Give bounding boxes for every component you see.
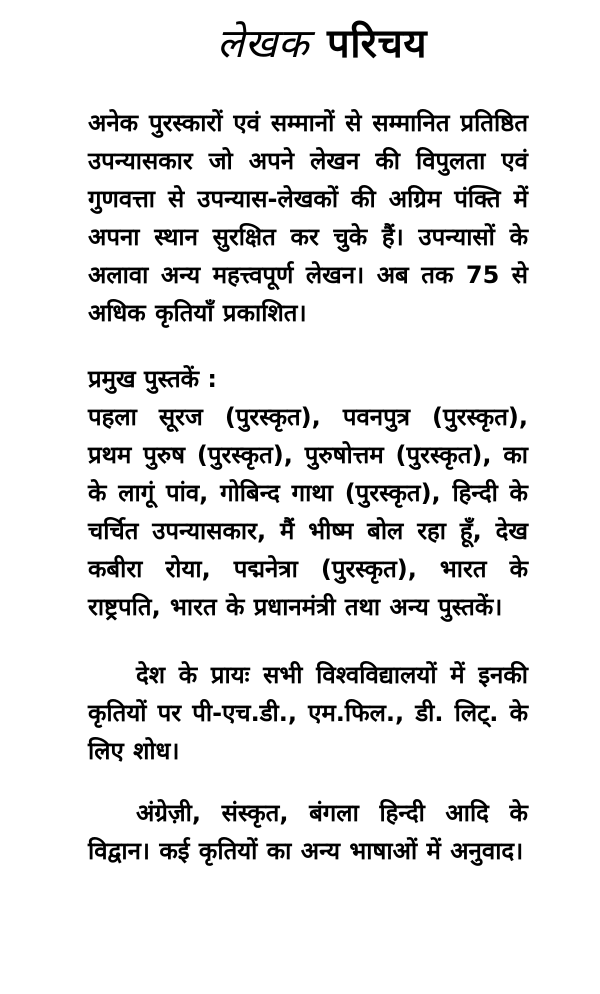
page-title-word-introduction: परिचय [327,21,428,67]
intro-paragraph: अनेक पुरस्कारों एवं सम्मानों से सम्मानित प्रतिष्ठित उपन्यासकार जो अपने लेखन की विपुलता एवं गुणवत्ता से उपन्यास-लेखकों की अग्रिम पंक्ति में अपना स्थान सुरक्षित कर चुके हैं। उपन्यासों के अलावा अन्य महत्त्वपूर्ण लेखन। अब तक 75 से अधिक कृतियाँ प्रकाशित। [88,109,528,327]
books-heading: प्रमुख पुस्तकें : [88,365,218,393]
books-list-paragraph: पहला सूरज (पुरस्कृत), पवनपुत्र (पुरस्कृत), प्रथम पुरुष (पुरस्कृत), पुरुषोत्तम (पुरस्कृत), का के लागूं पांव, गोबिन्द गाथा (पुरस्कृत), हिन्दी के चर्चित उपन्यासकार, मैं भीष्म बोल रहा हूँ, देख कबीरा रोया, पद्मनेत्रा (पुरस्कृत), भारत के राष्ट्रपति, भारत के प्रधानमंत्री तथा अन्य पुस्तकें। [88,403,528,621]
languages-paragraph: अंग्रेज़ी, संस्कृत, बंगला हिन्दी आदि के विद्वान। कई कृतियों का अन्य भाषाओं में अनुवाद। [88,799,528,865]
page-title-word-author: लेखक [216,21,309,67]
research-paragraph: देश के प्रायः सभी विश्वविद्यालयों में इनकी कृतियों पर पी-एच.डी., एम.फिल., डी. लिट्. के लिए शोध। [88,661,528,765]
page-title [88,14,528,74]
